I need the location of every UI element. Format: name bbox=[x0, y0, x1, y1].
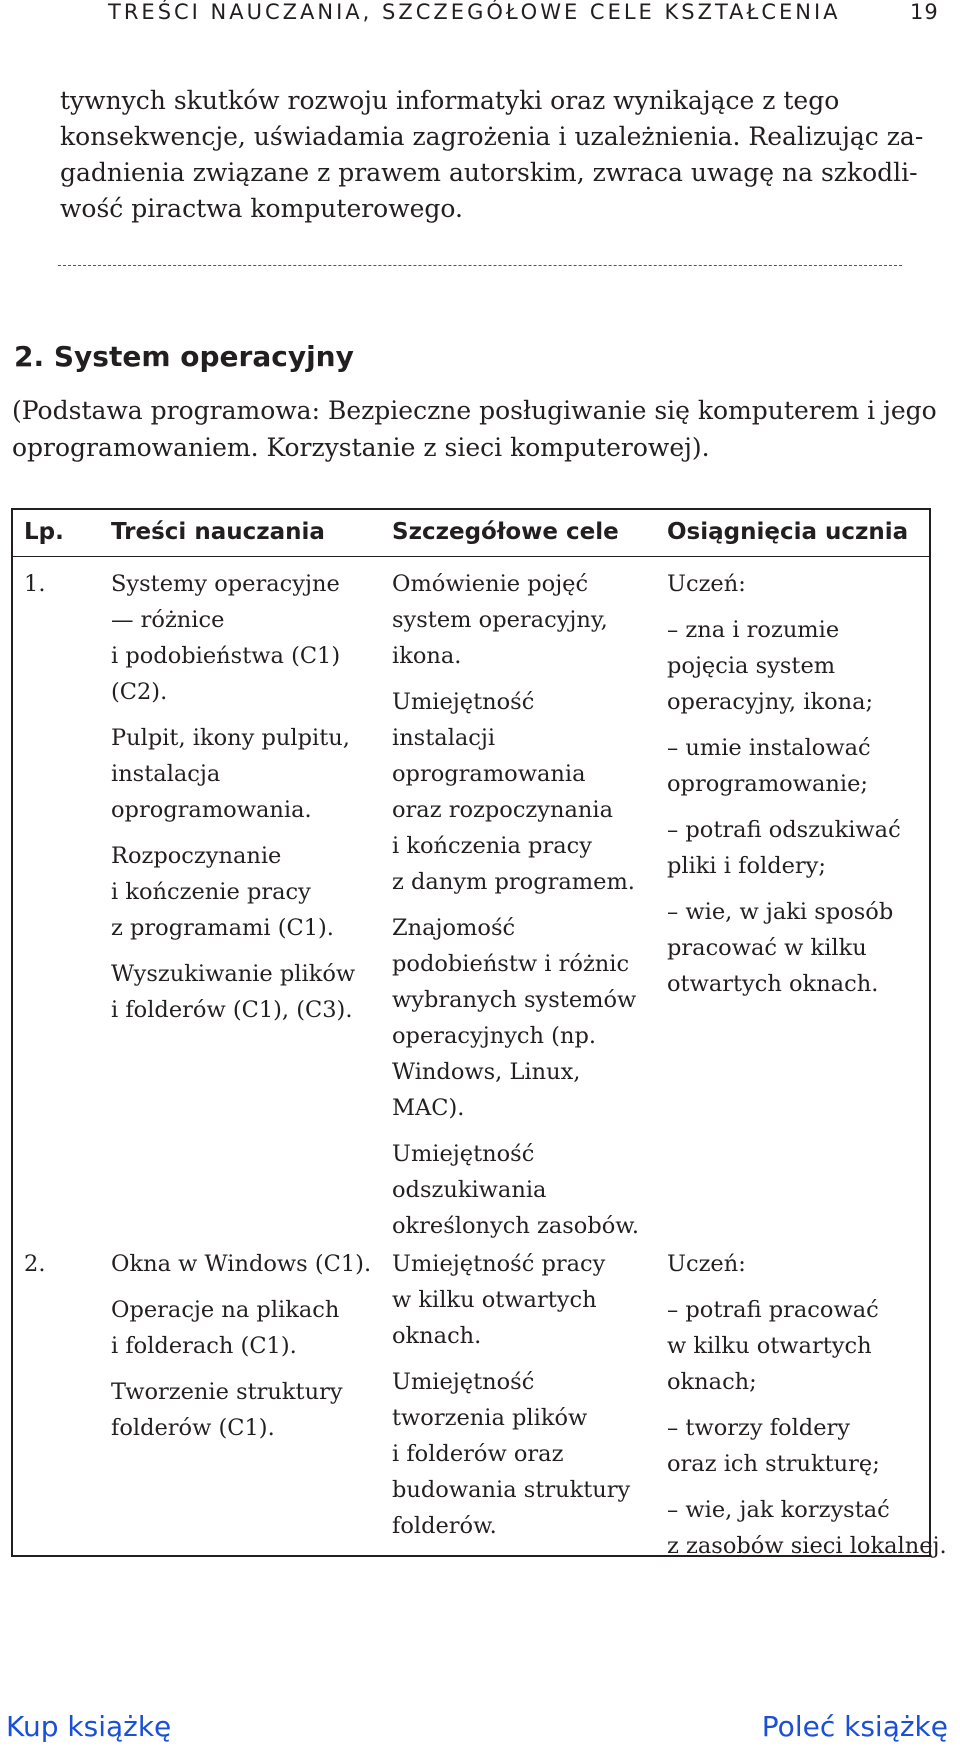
cell-line: folderów. bbox=[392, 1513, 497, 1539]
cell-paragraph bbox=[667, 1246, 929, 1282]
cell-paragraph bbox=[667, 566, 929, 602]
row-2-goals bbox=[392, 1246, 662, 1544]
cell-paragraph bbox=[392, 910, 662, 1126]
cell-line: instalacja bbox=[111, 761, 221, 787]
section-note-line: oprogramowaniem. Korzystanie z sieci komputerowej). bbox=[12, 433, 710, 462]
cell-line: i podobieństwa (C1) bbox=[111, 643, 341, 669]
cell-line: w kilku otwartych bbox=[392, 1287, 597, 1313]
cell-paragraph bbox=[111, 566, 376, 710]
row-1-lp: 1. bbox=[24, 571, 46, 597]
cell-line: Operacje na plikach bbox=[111, 1297, 340, 1323]
cell-paragraph bbox=[111, 1246, 376, 1282]
cell-paragraph bbox=[392, 566, 662, 674]
cell-line: tworzenia plików bbox=[392, 1405, 588, 1431]
cell-line: Tworzenie struktury bbox=[111, 1379, 343, 1405]
cell-paragraph bbox=[667, 1492, 947, 1564]
dashed-divider bbox=[58, 265, 902, 266]
intro-line: tywnych skutków rozwoju informatyki oraz wynikające z tego bbox=[60, 86, 840, 115]
cell-paragraph bbox=[667, 1292, 929, 1400]
cell-line: pracować w kilku bbox=[667, 935, 867, 961]
intro-line: gadnienia związane z prawem autorskim, zwraca uwagę na szkodli- bbox=[60, 158, 918, 187]
section-title: 2. System operacyjny bbox=[14, 340, 354, 373]
cell-paragraph bbox=[111, 1374, 376, 1446]
cell-line: pojęcia system bbox=[667, 653, 836, 679]
cell-line: Omówienie pojęć bbox=[392, 571, 589, 597]
cell-line: – potrafi odszukiwać bbox=[667, 817, 901, 843]
table-header-rule bbox=[11, 556, 931, 557]
page-number: 19 bbox=[910, 0, 939, 24]
cell-line: oknach. bbox=[392, 1323, 482, 1349]
cell-line: operacyjny, ikona; bbox=[667, 689, 874, 715]
recommend-book-link[interactable]: Poleć książkę bbox=[761, 1710, 948, 1743]
row-1-outcomes bbox=[667, 566, 929, 1002]
cell-line: oprogramowania. bbox=[111, 797, 312, 823]
cell-line: instalacji bbox=[392, 725, 496, 751]
cell-paragraph bbox=[667, 894, 929, 1002]
row-1-content bbox=[111, 566, 376, 1028]
cell-line: i kończenia pracy bbox=[392, 833, 592, 859]
cell-line: i kończenie pracy bbox=[111, 879, 311, 905]
cell-line: w kilku otwartych bbox=[667, 1333, 872, 1359]
section-note-line: (Podstawa programowa: Bezpieczne posługiwanie się komputerem i jego bbox=[12, 396, 937, 425]
cell-line: wybranych systemów bbox=[392, 987, 637, 1013]
cell-paragraph bbox=[392, 1136, 662, 1244]
cell-line: Windows, Linux, bbox=[392, 1059, 581, 1085]
cell-line: – umie instalować bbox=[667, 735, 871, 761]
cell-paragraph bbox=[667, 730, 929, 802]
cell-line: Umiejętność bbox=[392, 1369, 535, 1395]
cell-line: – tworzy foldery bbox=[667, 1415, 850, 1441]
col-header-lp: Lp. bbox=[24, 519, 64, 545]
cell-line: Okna w Windows (C1). bbox=[111, 1251, 372, 1277]
cell-paragraph bbox=[392, 1364, 662, 1544]
row-1-goals bbox=[392, 566, 662, 1244]
cell-line: Uczeń: bbox=[667, 571, 746, 597]
cell-line: budowania struktury bbox=[392, 1477, 631, 1503]
cell-line: określonych zasobów. bbox=[392, 1213, 640, 1239]
cell-line: oraz rozpoczynania bbox=[392, 797, 614, 823]
row-2-lp: 2. bbox=[24, 1251, 46, 1277]
cell-line: oraz ich strukturę; bbox=[667, 1451, 880, 1477]
cell-line: folderów (C1). bbox=[111, 1415, 275, 1441]
cell-paragraph bbox=[667, 1410, 929, 1482]
cell-paragraph bbox=[111, 1292, 376, 1364]
cell-paragraph bbox=[667, 612, 929, 720]
cell-line: oprogramowanie; bbox=[667, 771, 868, 797]
cell-line: odszukiwania bbox=[392, 1177, 547, 1203]
intro-line: konsekwencje, uświadamia zagrożenia i uzależnienia. Realizując za- bbox=[60, 122, 924, 151]
cell-line: Pulpit, ikony pulpitu, bbox=[111, 725, 350, 751]
cell-line: – wie, w jaki sposób bbox=[667, 899, 894, 925]
cell-line: Umiejętność bbox=[392, 689, 535, 715]
row-2-outcomes bbox=[667, 1246, 947, 1564]
cell-line: Systemy operacyjne bbox=[111, 571, 340, 597]
cell-line: – wie, jak korzystać bbox=[667, 1497, 890, 1523]
cell-line: Znajomość bbox=[392, 915, 516, 941]
cell-line: system operacyjny, bbox=[392, 607, 608, 633]
cell-paragraph bbox=[667, 812, 929, 884]
cell-line: i folderach (C1). bbox=[111, 1333, 297, 1359]
cell-line: z danym programem. bbox=[392, 869, 635, 895]
buy-book-link[interactable]: Kup książkę bbox=[6, 1710, 172, 1743]
cell-line: Rozpoczynanie bbox=[111, 843, 282, 869]
cell-line: MAC). bbox=[392, 1095, 465, 1121]
running-head bbox=[108, 0, 948, 30]
section-note bbox=[12, 392, 952, 466]
cell-line: z programami (C1). bbox=[111, 915, 334, 941]
cell-line: operacyjnych (np. bbox=[392, 1023, 596, 1049]
cell-paragraph bbox=[111, 838, 376, 946]
cell-line: Uczeń: bbox=[667, 1251, 746, 1277]
col-header-content: Treści nauczania bbox=[111, 519, 325, 545]
cell-line: oprogramowania bbox=[392, 761, 586, 787]
cell-line: podobieństw i różnic bbox=[392, 951, 630, 977]
col-header-goals: Szczegółowe cele bbox=[392, 519, 619, 545]
col-header-outcomes: Osiągnięcia ucznia bbox=[667, 519, 909, 545]
cell-line: Umiejętność bbox=[392, 1141, 535, 1167]
cell-line: – potrafi pracować bbox=[667, 1297, 879, 1323]
cell-line: otwartych oknach. bbox=[667, 971, 879, 997]
cell-line: i folderów oraz bbox=[392, 1441, 564, 1467]
intro-paragraph bbox=[60, 83, 924, 227]
cell-line: — różnice bbox=[111, 607, 225, 633]
cell-paragraph bbox=[111, 720, 376, 828]
cell-line: i folderów (C1), (C3). bbox=[111, 997, 353, 1023]
cell-line: Umiejętność pracy bbox=[392, 1251, 606, 1277]
cell-line: oknach; bbox=[667, 1369, 757, 1395]
cell-line: z zasobów sieci lokalnej. bbox=[667, 1533, 947, 1559]
row-2-content bbox=[111, 1246, 376, 1446]
cell-line: ikona. bbox=[392, 643, 462, 669]
cell-paragraph bbox=[392, 684, 662, 900]
cell-line: – zna i rozumie bbox=[667, 617, 840, 643]
cell-line: Wyszukiwanie plików bbox=[111, 961, 356, 987]
cell-line: pliki i foldery; bbox=[667, 853, 826, 879]
intro-line: wość piractwa komputerowego. bbox=[60, 194, 463, 223]
cell-line: (C2). bbox=[111, 679, 168, 705]
running-head-title: TREŚCI NAUCZANIA, SZCZEGÓŁOWE CELE KSZTAŁCENIA bbox=[108, 0, 841, 24]
cell-paragraph bbox=[111, 956, 376, 1028]
cell-paragraph bbox=[392, 1246, 662, 1354]
